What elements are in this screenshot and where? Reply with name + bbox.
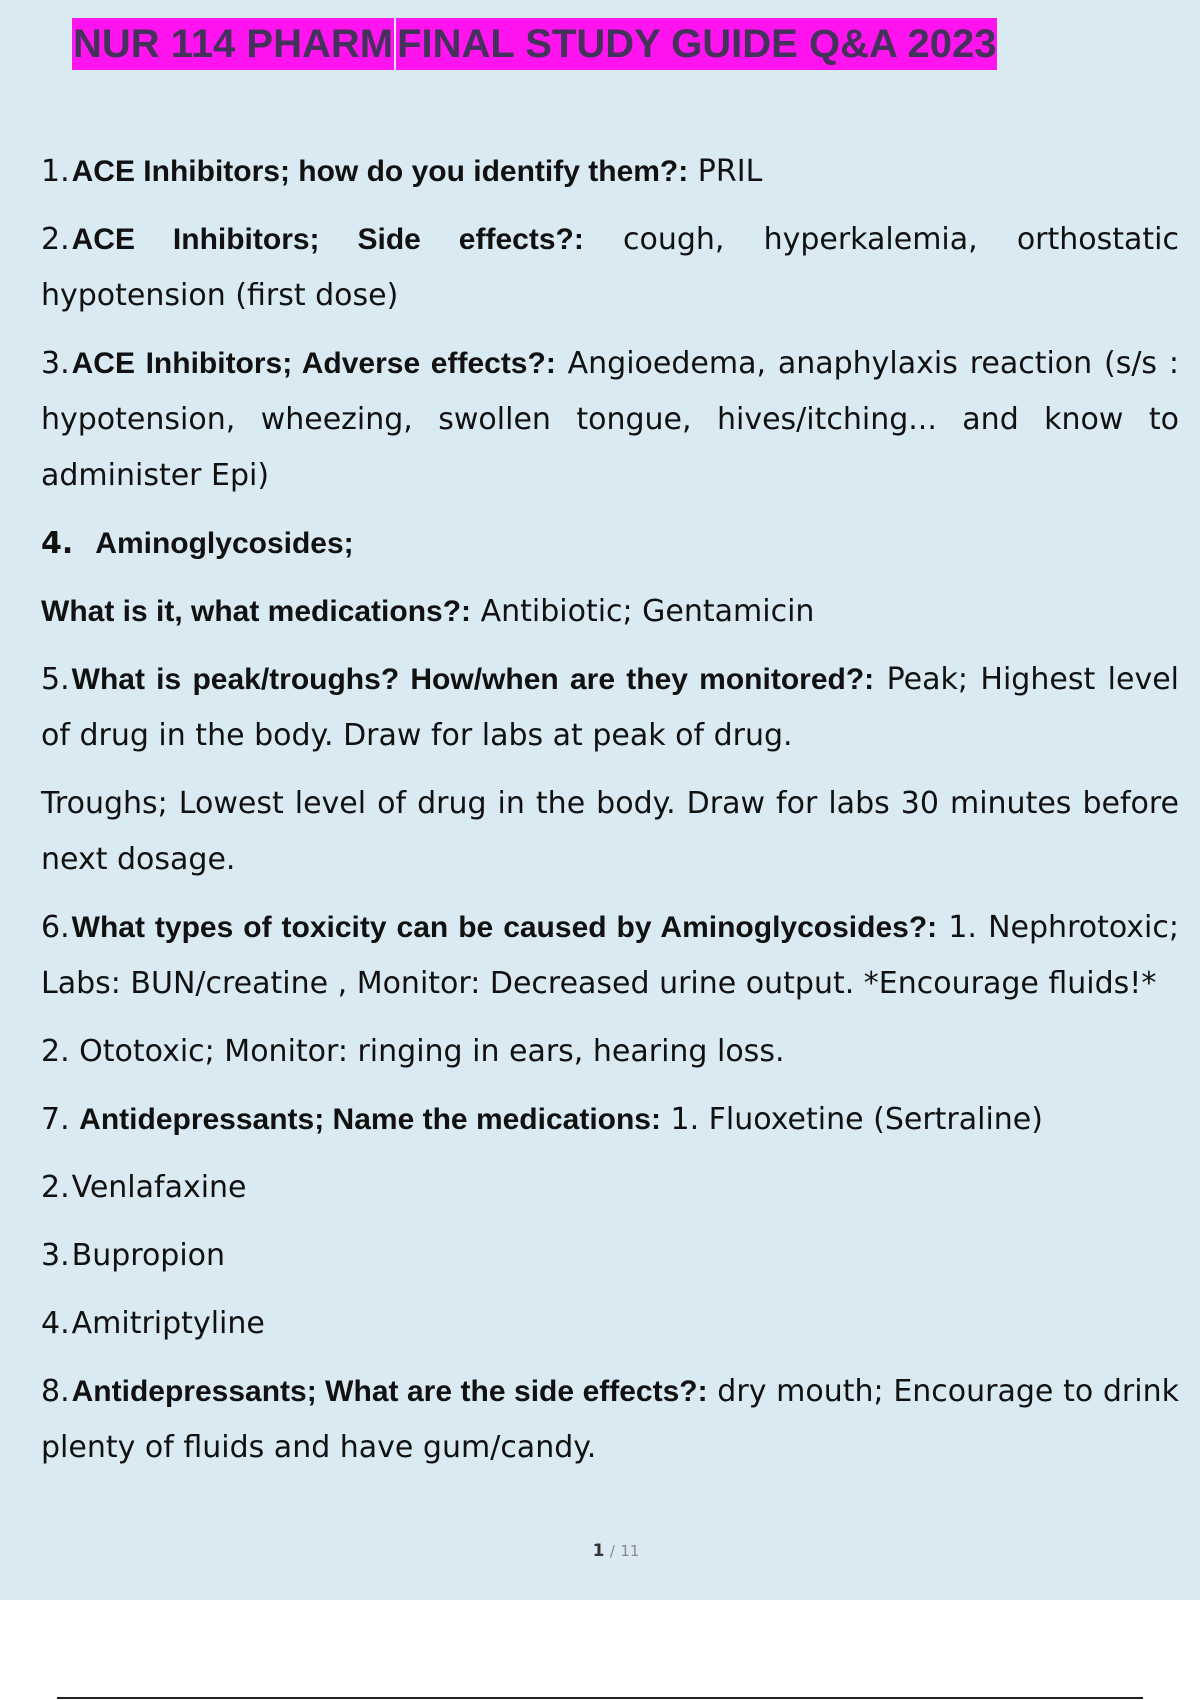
question-text: ACE Inhibitors; Adverse effects?: [71,347,556,380]
qa-item-2 [41,212,1179,324]
question-text: What is peak/troughs? How/when are they monitored?: [71,663,875,696]
qa-item-8 [41,1364,1179,1476]
qa-item-1 [41,144,1179,200]
item-number: 1. [41,154,70,189]
qa-item-6-continued [41,1024,1179,1080]
answer-text: 1. Fluoxetine (Sertraline) [660,1102,1043,1137]
question-text: What types of toxicity can be caused by Aminoglycosides?: [71,911,938,944]
question-text: Antidepressants; Name the medications: [79,1103,661,1136]
answer-text: 1. Nephrotoxic; Labs: BUN/creatine , Monitor: Decreased urine output. *Encourage fluids!* [41,910,1179,1001]
qa-item-3 [41,336,1179,504]
qa-item-7 [41,1092,1179,1148]
question-text: ACE Inhibitors; how do you identify them?: [71,155,689,188]
answer-text: Amitriptyline [71,1306,265,1341]
item-number: 4. [41,1306,70,1341]
answer-text: Troughs; Lowest level of drug in the body. Draw for labs 30 minutes before next dosage. [41,786,1179,877]
item-number: 4. [41,526,74,561]
item-number: 3. [41,1238,70,1273]
next-page-divider [57,1697,1143,1699]
answer-text: Venlafaxine [71,1170,247,1205]
answer-text: Angioedema, anaphylaxis reaction (s/s : hypotension, wheezing, swollen tongue, hives/itching... and know to administer Epi) [41,346,1180,493]
item-number: 3. [41,346,70,381]
page-separator: / [609,1542,615,1560]
qa-item-6 [41,900,1179,1012]
question-text: Antidepressants; What are the side effects?: [71,1375,708,1408]
page-number [0,1541,1200,1561]
item-number: 6. [41,910,70,945]
item-number: 2. [41,1170,70,1205]
item-number: 5. [41,662,70,697]
question-text: Aminoglycosides; [95,527,354,560]
qa-item-7-med-2 [41,1160,1179,1216]
answer-text: cough, hyperkalemia, orthostatic hypotension (first dose) [41,222,1180,313]
answer-text: Antibiotic; Gentamicin [471,594,815,629]
title-part-1: NUR 114 PHARM [72,18,394,70]
page-current: 1 [592,1541,605,1561]
page-total: 11 [620,1542,640,1560]
document-title [72,18,997,70]
qa-item-5 [41,652,1179,764]
answer-text: 2. Ototoxic; Monitor: ringing in ears, hearing loss. [41,1034,785,1069]
qa-item-7-med-4 [41,1296,1179,1352]
item-number: 7. [41,1102,80,1137]
answer-text: Peak; Highest level of drug in the body. Draw for labs at peak of drug. [41,662,1179,753]
item-number: 2. [41,222,70,257]
qa-item-5-continued [41,776,1179,888]
answer-text: PRIL [688,154,763,189]
qa-item-4-heading [41,516,1179,572]
item-number: 8. [41,1374,70,1409]
title-part-2: FINAL STUDY GUIDE Q&A 2023 [396,18,997,70]
study-guide-content [41,144,1179,1488]
qa-item-7-med-3 [41,1228,1179,1284]
answer-text: dry mouth; Encourage to drink plenty of fluids and have gum/candy. [41,1374,1179,1465]
question-text: What is it, what medications?: [41,595,472,628]
answer-text: Bupropion [71,1238,226,1273]
question-text: ACE Inhibitors; Side effects?: [71,223,584,256]
qa-item-4-question [41,584,1179,640]
